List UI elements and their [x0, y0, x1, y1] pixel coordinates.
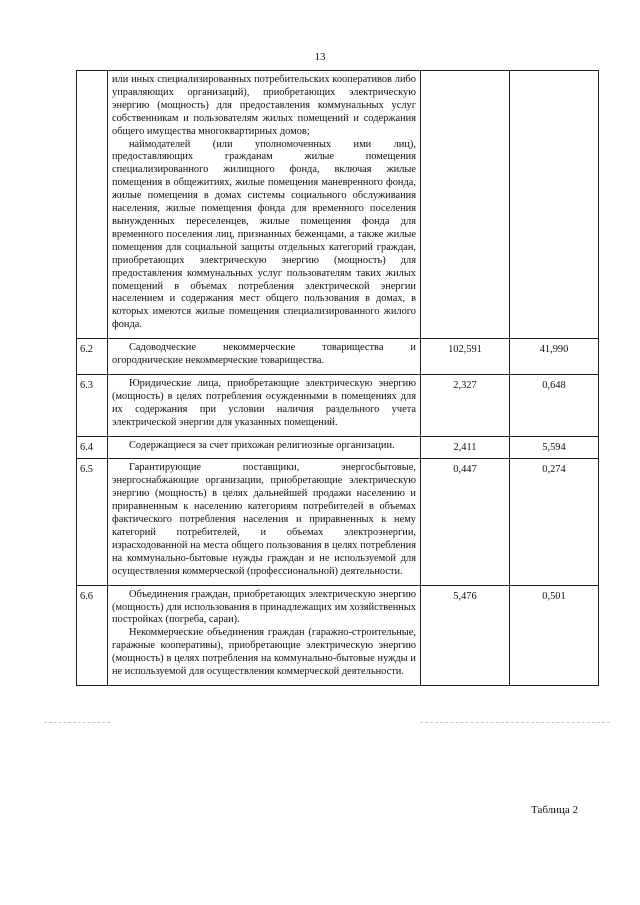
row-number: 6.2 — [77, 339, 108, 375]
table-row-6-6 — [77, 585, 599, 685]
value1-cell: 102,591 — [421, 339, 510, 375]
row-number-cell — [77, 71, 108, 339]
scan-artifact-line — [44, 722, 110, 723]
value2-cell: 0,501 — [510, 585, 599, 685]
consumer-description-cell — [108, 71, 421, 339]
consumer-description-cell — [108, 374, 421, 436]
description-paragraph: Объединения граждан, приобретающих электрическую энергию (мощность) для использования в принадлежащих им хозяйственных постройках (погреба, сараи). — [112, 588, 416, 626]
table-row-6-4 — [77, 436, 599, 459]
consumer-description-cell — [108, 339, 421, 375]
value2-cell: 0,274 — [510, 459, 599, 585]
row-number: 6.5 — [77, 459, 108, 585]
value2-cell: 5,594 — [510, 436, 599, 459]
row-number: 6.6 — [77, 585, 108, 685]
description-paragraph: или иных специализированных потребительских кооперативов либо управляющих организаций), приобретающих электрическую энергию (мощность) для предоставления коммунальных услуг собственникам и пользователям жилых помещений и содержания общего имущества многоквартирных домов; — [112, 74, 416, 137]
row-number: 6.3 — [77, 374, 108, 436]
description-paragraph: Юридические лица, приобретающие электрическую энергию (мощность) в целях потребления осужденными в помещениях для их содержания при условии наличия раздельного учета электрической энергии для указанных помещений. — [112, 377, 416, 428]
description-paragraph: Содержащиеся за счет прихожан религиозные организации. — [129, 439, 395, 451]
value1-cell: 0,447 — [421, 459, 510, 585]
value1-cell: 2,411 — [421, 436, 510, 459]
description-paragraph: Садоводческие некоммерческие товарищества и огороднические некоммерческие товарищества. — [112, 342, 416, 367]
value1-cell: 2,327 — [421, 374, 510, 436]
value2-cell: 41,990 — [510, 339, 599, 375]
tariff-table — [76, 70, 599, 686]
row-number: 6.4 — [77, 436, 108, 459]
table-row-6-5 — [77, 459, 599, 585]
consumer-description-cell — [108, 585, 421, 685]
description-paragraph: Гарантирующие поставщики, энергосбытовые, энергоснабжающие организации, приобретающие электрическую энергию (мощность) в целях дальнейшей продажи населению и приравненным к населению категориям потребителей в объемах фактического потребления населения и приравненных к нему категорий потребителей, и объемах электроэнергии, израсходованной на места общего пользования в целях потребления на коммунально-бытовые нужды граждан и не используемой для осуществления коммерческой (профессиональной) деятельности. — [112, 462, 416, 577]
table-row-continuation — [77, 71, 599, 339]
value2-cell: 0,648 — [510, 374, 599, 436]
table-row-6-2 — [77, 339, 599, 375]
description-paragraph: Некоммерческие объединения граждан (гаражно-строительные, гаражные кооперативы), приобретающие электрическую энергию (мощность) в целях потребления на коммунально-бытовые нужды и не используемой для осуществления коммерческой деятельности. — [112, 627, 416, 678]
value1-cell — [421, 71, 510, 339]
scan-artifact-line — [420, 722, 610, 723]
consumer-description-cell — [108, 436, 421, 459]
page-number: 13 — [314, 51, 326, 63]
value1-cell: 5,476 — [421, 585, 510, 685]
table-row-6-3 — [77, 374, 599, 436]
value2-cell — [510, 71, 599, 339]
table-caption: Таблица 2 — [531, 804, 579, 816]
description-paragraph: наймодателей (или уполномоченных ими лиц), предоставляющих гражданам жилые помещения специализированного жилищного фонда, включая жилые помещения в общежитиях, жилые помещения маневренного фонда, жилые помещения в домах системы социального обслуживания населения, жилые помещения фонда для временного поселения вынужденных переселенцев, жилые помещения фонда для временного поселения лиц, признанных беженцами, а также жилые помещения для социальной защиты отдельных категорий граждан, приобретающих электрическую энергию (мощность) для предоставления коммунальных услуг пользователям таких жилых помещений в объемах потребления электрической энергии населением и содержания мест общего пользования в домах, в которых имеются жилые помещения специализированного жилого фонда. — [112, 138, 416, 331]
consumer-description-cell — [108, 459, 421, 585]
